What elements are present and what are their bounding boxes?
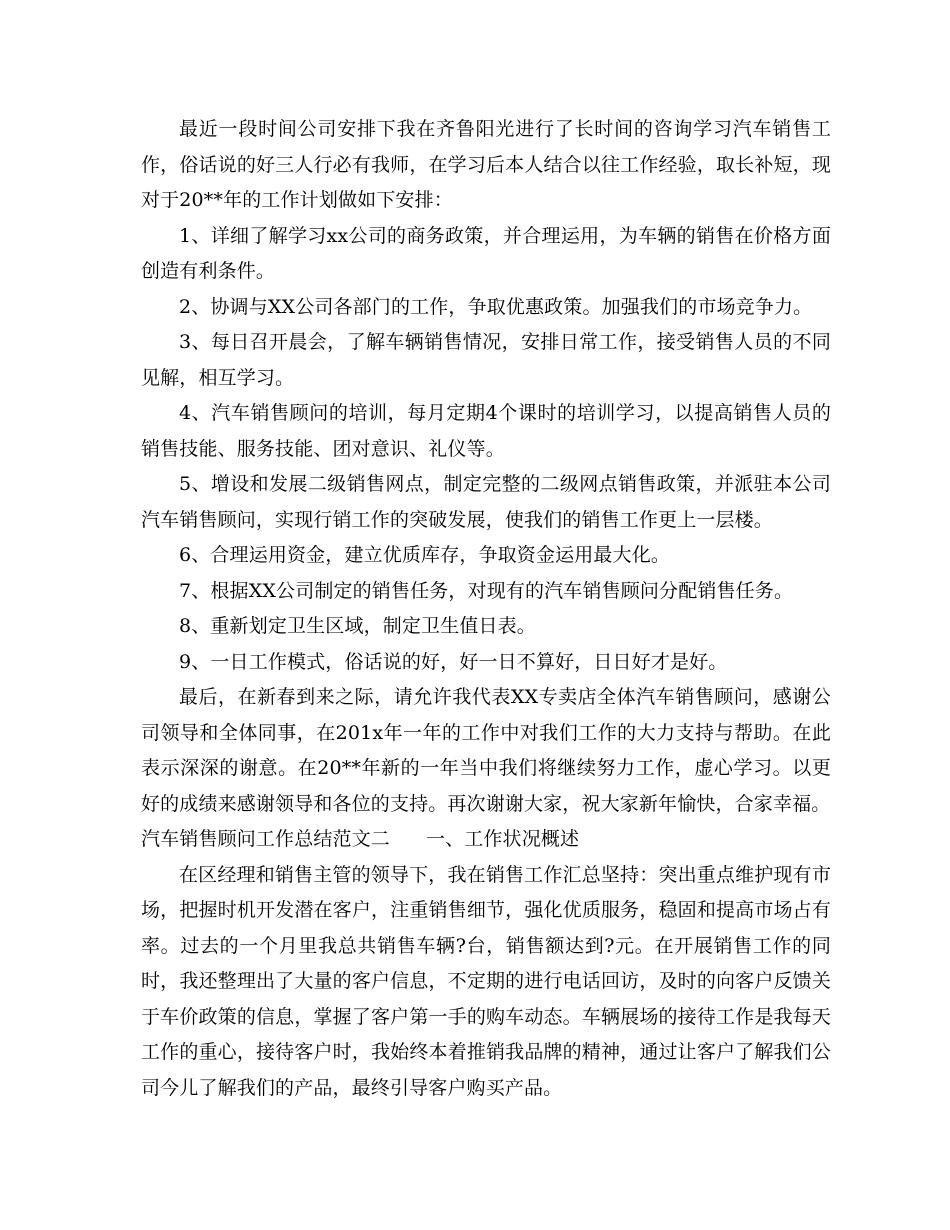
plan-item-8: 8、重新划定卫生区域，制定卫生值日表。: [179, 615, 536, 637]
plan-item-1: 1、详细了解学习xx公司的商务政策，并合理运用，为车辆的销售在价格方面创造有利条件。: [141, 224, 831, 282]
plan-item-2: 2、协调与XX公司各部门的工作，争取优惠政策。加强我们的市场竞争力。: [179, 295, 813, 318]
plan-item-4: 4、汽车销售顾问的培训，每月定期4个课时的培训学习，以提高销售人员的销售技能、服务技能、团对意识、礼仪等。: [141, 402, 831, 460]
document-body: [141, 112, 831, 1106]
plan-item-7: 7、根据XX公司制定的销售任务，对现有的汽车销售顾问分配销售任务。: [179, 579, 794, 602]
plan-item-5: 5、增设和发展二级销售网点，制定完整的二级网点销售政策，并派驻本公司汽车销售顾问，实现行销工作的突破发展，使我们的销售工作更上一层楼。: [141, 473, 831, 531]
plan-item-6: 6、合理运用资金，建立优质库存，争取资金运用最大化。: [179, 544, 670, 566]
intro-paragraph: 最近一段时间公司安排下我在齐鲁阳光进行了长时间的咨询学习汽车销售工作，俗话说的好三人行必有我师，在学习后本人结合以往工作经验，取长补短，现对于20**年的工作计划做如下安排：: [141, 118, 831, 211]
section-subtitle: 一、工作状况概述: [425, 828, 580, 850]
plan-item-9: 9、一日工作模式，俗话说的好，好一日不算好，日日好才是好。: [179, 650, 728, 673]
section-heading: [141, 822, 831, 858]
plan-item-3: 3、每日召开晨会，了解车辆销售情况，安排日常工作，接受销售人员的不同见解，相互学习。: [141, 331, 831, 389]
section-title: 汽车销售顾问工作总结范文二: [141, 828, 390, 850]
work-summary-paragraph: 在区经理和销售主管的领导下，我在销售工作汇总坚持：突出重点维护现有市场，把握时机开发潜在客户，注重销售细节，强化优质服务，稳固和提高市场占有率。过去的一个月里我总共销售车辆?台，销售额达到?元。在开展销售工作的同时，我还整理出了大量的客户信息，不定期的进行电话回访，及时的向客户反馈关于车价政策的信息，掌握了客户第一手的购车动态。车辆展场的接待工作是我每天工作的重心，接待客户时，我始终本着推销我品牌的精神，通过让客户了解我们公司今儿了解我们的产品，最终引导客户购买产品。: [141, 863, 831, 1099]
closing-paragraph: 最后，在新春到来之际，请允许我代表XX专卖店全体汽车销售顾问，感谢公司领导和全体同事，在201x年一年的工作中对我们工作的大力支持与帮助。在此表示深深的谢意。在20**年新的一年当中我们将继续努力工作，虚心学习。以更好的成绩来感谢领导和各位的支持。再次谢谢大家，祝大家新年愉快，合家幸福。: [141, 686, 831, 815]
